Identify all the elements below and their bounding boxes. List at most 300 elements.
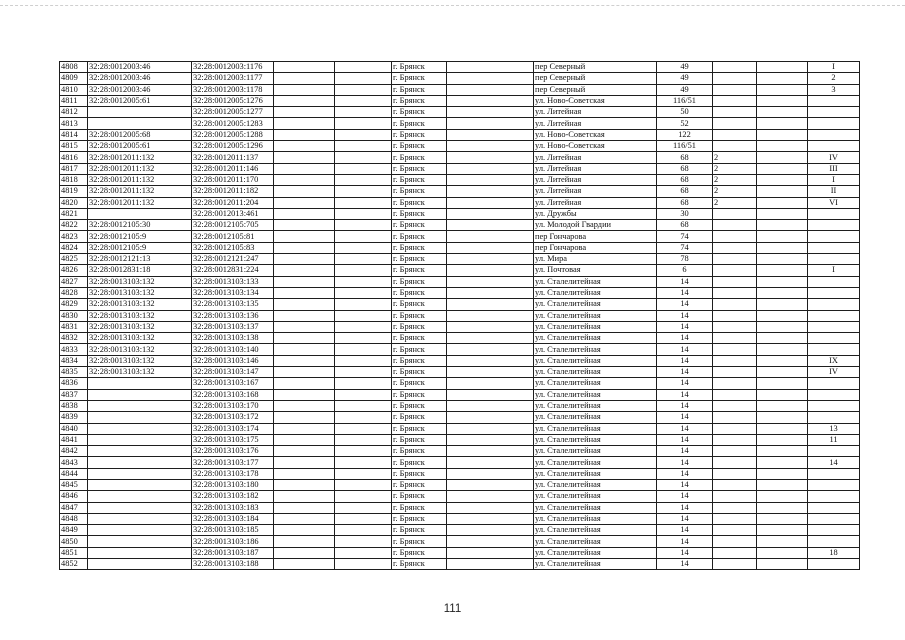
- parent-cadastral-number-cell: [88, 389, 192, 400]
- blank-b-cell: [335, 84, 392, 95]
- blank-b-cell: [335, 174, 392, 185]
- table-row: [60, 299, 860, 310]
- top-divider: [0, 5, 905, 6]
- building-cell: [713, 355, 757, 366]
- parent-cadastral-number-cell: 32:28:0012011:132: [88, 197, 192, 208]
- city-cell: г. Брянск: [392, 321, 447, 332]
- blank-c-cell: [447, 152, 534, 163]
- blank-a-cell: [274, 423, 335, 434]
- blank-a-cell: [274, 242, 335, 253]
- building-cell: [713, 62, 757, 73]
- building-cell: [713, 299, 757, 310]
- street-cell: ул. Сталелитейная: [534, 559, 657, 570]
- parent-cadastral-number-cell: [88, 434, 192, 445]
- row-number-cell: 4811: [60, 95, 88, 106]
- city-cell: г. Брянск: [392, 95, 447, 106]
- house-number-cell: 14: [657, 287, 713, 298]
- parent-cadastral-number-cell: [88, 412, 192, 423]
- apartment-cell: [808, 389, 860, 400]
- city-cell: г. Брянск: [392, 513, 447, 524]
- cadastral-number-cell: 32:28:0013103:178: [192, 468, 274, 479]
- blank-d-cell: [757, 197, 808, 208]
- blank-b-cell: [335, 254, 392, 265]
- blank-c-cell: [447, 265, 534, 276]
- apartment-cell: [808, 287, 860, 298]
- house-number-cell: 14: [657, 355, 713, 366]
- city-cell: г. Брянск: [392, 333, 447, 344]
- table-row: [60, 174, 860, 185]
- blank-d-cell: [757, 344, 808, 355]
- cadastral-number-cell: 32:28:0012105:705: [192, 220, 274, 231]
- table-row: [60, 163, 860, 174]
- building-cell: [713, 107, 757, 118]
- house-number-cell: 14: [657, 468, 713, 479]
- street-cell: ул. Ново-Советская: [534, 141, 657, 152]
- street-cell: пер Северный: [534, 84, 657, 95]
- parent-cadastral-number-cell: [88, 468, 192, 479]
- table-row: [60, 491, 860, 502]
- building-cell: [713, 129, 757, 140]
- blank-b-cell: [335, 186, 392, 197]
- city-cell: г. Брянск: [392, 265, 447, 276]
- blank-d-cell: [757, 423, 808, 434]
- blank-c-cell: [447, 254, 534, 265]
- city-cell: г. Брянск: [392, 468, 447, 479]
- city-cell: г. Брянск: [392, 254, 447, 265]
- building-cell: [713, 276, 757, 287]
- blank-a-cell: [274, 118, 335, 129]
- blank-a-cell: [274, 231, 335, 242]
- apartment-cell: I: [808, 62, 860, 73]
- row-number-cell: 4825: [60, 254, 88, 265]
- blank-a-cell: [274, 378, 335, 389]
- apartment-cell: I: [808, 265, 860, 276]
- parent-cadastral-number-cell: 32:28:0013103:132: [88, 367, 192, 378]
- table-row: [60, 287, 860, 298]
- blank-a-cell: [274, 536, 335, 547]
- table-row: [60, 152, 860, 163]
- blank-d-cell: [757, 174, 808, 185]
- house-number-cell: 68: [657, 174, 713, 185]
- blank-b-cell: [335, 457, 392, 468]
- house-number-cell: 14: [657, 513, 713, 524]
- apartment-cell: [808, 400, 860, 411]
- house-number-cell: 14: [657, 321, 713, 332]
- house-number-cell: 52: [657, 118, 713, 129]
- street-cell: пер Северный: [534, 62, 657, 73]
- blank-b-cell: [335, 479, 392, 490]
- house-number-cell: 78: [657, 254, 713, 265]
- blank-b-cell: [335, 276, 392, 287]
- blank-a-cell: [274, 412, 335, 423]
- table-row: [60, 502, 860, 513]
- building-cell: [713, 321, 757, 332]
- table-row: [60, 95, 860, 106]
- blank-d-cell: [757, 400, 808, 411]
- apartment-cell: 2: [808, 73, 860, 84]
- cadastral-number-cell: 32:28:0013103:135: [192, 299, 274, 310]
- parent-cadastral-number-cell: 32:28:0012011:132: [88, 152, 192, 163]
- parent-cadastral-number-cell: [88, 479, 192, 490]
- blank-d-cell: [757, 547, 808, 558]
- cadastral-number-cell: 32:28:0013103:140: [192, 344, 274, 355]
- blank-d-cell: [757, 333, 808, 344]
- row-number-cell: 4832: [60, 333, 88, 344]
- building-cell: [713, 502, 757, 513]
- house-number-cell: 49: [657, 73, 713, 84]
- table-row: [60, 536, 860, 547]
- building-cell: [713, 287, 757, 298]
- blank-c-cell: [447, 502, 534, 513]
- building-cell: [713, 479, 757, 490]
- building-cell: [713, 254, 757, 265]
- apartment-cell: [808, 559, 860, 570]
- cadastral-number-cell: 32:28:0012003:1178: [192, 84, 274, 95]
- blank-c-cell: [447, 118, 534, 129]
- city-cell: г. Брянск: [392, 559, 447, 570]
- city-cell: г. Брянск: [392, 400, 447, 411]
- parent-cadastral-number-cell: [88, 446, 192, 457]
- cadastral-number-cell: 32:28:0013103:168: [192, 389, 274, 400]
- cadastral-number-cell: 32:28:0013103:146: [192, 355, 274, 366]
- cadastral-number-cell: 32:28:0012005:1277: [192, 107, 274, 118]
- street-cell: ул. Сталелитейная: [534, 287, 657, 298]
- parent-cadastral-number-cell: 32:28:0012105:9: [88, 231, 192, 242]
- street-cell: ул. Сталелитейная: [534, 468, 657, 479]
- house-number-cell: 14: [657, 491, 713, 502]
- table-row: [60, 242, 860, 253]
- row-number-cell: 4810: [60, 84, 88, 95]
- house-number-cell: 14: [657, 367, 713, 378]
- parent-cadastral-number-cell: [88, 547, 192, 558]
- building-cell: [713, 208, 757, 219]
- blank-c-cell: [447, 457, 534, 468]
- city-cell: г. Брянск: [392, 502, 447, 513]
- parent-cadastral-number-cell: 32:28:0012005:61: [88, 95, 192, 106]
- cadastral-number-cell: 32:28:0013103:174: [192, 423, 274, 434]
- row-number-cell: 4818: [60, 174, 88, 185]
- blank-a-cell: [274, 287, 335, 298]
- blank-c-cell: [447, 389, 534, 400]
- blank-c-cell: [447, 536, 534, 547]
- blank-b-cell: [335, 107, 392, 118]
- row-number-cell: 4835: [60, 367, 88, 378]
- cadastral-number-cell: 32:28:0013103:172: [192, 412, 274, 423]
- cadastral-number-cell: 32:28:0013103:133: [192, 276, 274, 287]
- parent-cadastral-number-cell: [88, 107, 192, 118]
- table-row: [60, 84, 860, 95]
- blank-a-cell: [274, 95, 335, 106]
- parent-cadastral-number-cell: 32:28:0013103:132: [88, 321, 192, 332]
- street-cell: ул. Ново-Советская: [534, 95, 657, 106]
- blank-b-cell: [335, 242, 392, 253]
- building-cell: 2: [713, 163, 757, 174]
- building-cell: [713, 84, 757, 95]
- blank-a-cell: [274, 367, 335, 378]
- house-number-cell: 14: [657, 276, 713, 287]
- city-cell: г. Брянск: [392, 231, 447, 242]
- blank-b-cell: [335, 502, 392, 513]
- building-cell: [713, 367, 757, 378]
- blank-a-cell: [274, 107, 335, 118]
- table-row: [60, 457, 860, 468]
- blank-b-cell: [335, 513, 392, 524]
- apartment-cell: [808, 107, 860, 118]
- city-cell: г. Брянск: [392, 446, 447, 457]
- row-number-cell: 4821: [60, 208, 88, 219]
- apartment-cell: [808, 525, 860, 536]
- parent-cadastral-number-cell: [88, 525, 192, 536]
- parent-cadastral-number-cell: [88, 536, 192, 547]
- apartment-cell: [808, 299, 860, 310]
- building-cell: [713, 513, 757, 524]
- row-number-cell: 4826: [60, 265, 88, 276]
- building-cell: [713, 95, 757, 106]
- building-cell: [713, 536, 757, 547]
- city-cell: г. Брянск: [392, 276, 447, 287]
- blank-b-cell: [335, 400, 392, 411]
- parent-cadastral-number-cell: 32:28:0012831:18: [88, 265, 192, 276]
- cadastral-number-cell: 32:28:0012005:1288: [192, 129, 274, 140]
- cadastral-number-cell: 32:28:0013103:186: [192, 536, 274, 547]
- building-cell: [713, 118, 757, 129]
- blank-a-cell: [274, 333, 335, 344]
- blank-b-cell: [335, 536, 392, 547]
- row-number-cell: 4842: [60, 446, 88, 457]
- parent-cadastral-number-cell: [88, 513, 192, 524]
- city-cell: г. Брянск: [392, 378, 447, 389]
- blank-a-cell: [274, 468, 335, 479]
- blank-b-cell: [335, 118, 392, 129]
- row-number-cell: 4849: [60, 525, 88, 536]
- blank-c-cell: [447, 333, 534, 344]
- parent-cadastral-number-cell: 32:28:0012005:61: [88, 141, 192, 152]
- building-cell: [713, 73, 757, 84]
- blank-b-cell: [335, 208, 392, 219]
- blank-c-cell: [447, 197, 534, 208]
- apartment-cell: [808, 118, 860, 129]
- apartment-cell: [808, 333, 860, 344]
- blank-c-cell: [447, 107, 534, 118]
- row-number-cell: 4830: [60, 310, 88, 321]
- street-cell: ул. Сталелитейная: [534, 355, 657, 366]
- street-cell: ул. Сталелитейная: [534, 412, 657, 423]
- street-cell: ул. Сталелитейная: [534, 344, 657, 355]
- table-row: [60, 220, 860, 231]
- blank-d-cell: [757, 84, 808, 95]
- building-cell: [713, 434, 757, 445]
- blank-d-cell: [757, 367, 808, 378]
- building-cell: [713, 457, 757, 468]
- street-cell: ул. Сталелитейная: [534, 400, 657, 411]
- apartment-cell: [808, 254, 860, 265]
- street-cell: ул. Ново-Советская: [534, 129, 657, 140]
- parent-cadastral-number-cell: 32:28:0013103:132: [88, 310, 192, 321]
- apartment-cell: [808, 536, 860, 547]
- cadastral-number-cell: 32:28:0012005:1283: [192, 118, 274, 129]
- row-number-cell: 4836: [60, 378, 88, 389]
- blank-c-cell: [447, 367, 534, 378]
- row-number-cell: 4814: [60, 129, 88, 140]
- blank-d-cell: [757, 468, 808, 479]
- cadastral-number-cell: 32:28:0012121:247: [192, 254, 274, 265]
- blank-c-cell: [447, 129, 534, 140]
- parent-cadastral-number-cell: 32:28:0013103:132: [88, 355, 192, 366]
- blank-b-cell: [335, 491, 392, 502]
- table-row: [60, 208, 860, 219]
- city-cell: г. Брянск: [392, 389, 447, 400]
- parent-cadastral-number-cell: 32:28:0012011:132: [88, 163, 192, 174]
- row-number-cell: 4846: [60, 491, 88, 502]
- parent-cadastral-number-cell: [88, 400, 192, 411]
- blank-a-cell: [274, 344, 335, 355]
- blank-a-cell: [274, 265, 335, 276]
- house-number-cell: 14: [657, 457, 713, 468]
- apartment-cell: 3: [808, 84, 860, 95]
- blank-c-cell: [447, 513, 534, 524]
- row-number-cell: 4850: [60, 536, 88, 547]
- blank-a-cell: [274, 186, 335, 197]
- blank-b-cell: [335, 220, 392, 231]
- row-number-cell: 4844: [60, 468, 88, 479]
- apartment-cell: [808, 468, 860, 479]
- city-cell: г. Брянск: [392, 310, 447, 321]
- blank-d-cell: [757, 62, 808, 73]
- cadastral-number-cell: 32:28:0013103:188: [192, 559, 274, 570]
- street-cell: ул. Сталелитейная: [534, 310, 657, 321]
- street-cell: ул. Литейная: [534, 163, 657, 174]
- table-row: [60, 378, 860, 389]
- parent-cadastral-number-cell: [88, 378, 192, 389]
- blank-d-cell: [757, 513, 808, 524]
- blank-b-cell: [335, 152, 392, 163]
- city-cell: г. Брянск: [392, 84, 447, 95]
- blank-a-cell: [274, 457, 335, 468]
- table-row: [60, 412, 860, 423]
- row-number-cell: 4829: [60, 299, 88, 310]
- street-cell: ул. Сталелитейная: [534, 378, 657, 389]
- city-cell: г. Брянск: [392, 174, 447, 185]
- blank-d-cell: [757, 231, 808, 242]
- street-cell: ул. Сталелитейная: [534, 547, 657, 558]
- table-row: [60, 367, 860, 378]
- street-cell: ул. Сталелитейная: [534, 276, 657, 287]
- blank-d-cell: [757, 186, 808, 197]
- apartment-cell: [808, 310, 860, 321]
- cadastral-number-cell: 32:28:0012011:146: [192, 163, 274, 174]
- table-row: [60, 389, 860, 400]
- city-cell: г. Брянск: [392, 107, 447, 118]
- apartment-cell: IV: [808, 367, 860, 378]
- house-number-cell: 14: [657, 479, 713, 490]
- building-cell: [713, 389, 757, 400]
- blank-b-cell: [335, 299, 392, 310]
- building-cell: [713, 400, 757, 411]
- table-row: [60, 231, 860, 242]
- city-cell: г. Брянск: [392, 355, 447, 366]
- building-cell: [713, 231, 757, 242]
- apartment-cell: 14: [808, 457, 860, 468]
- blank-c-cell: [447, 163, 534, 174]
- row-number-cell: 4837: [60, 389, 88, 400]
- cadastral-number-cell: 32:28:0012005:1276: [192, 95, 274, 106]
- cadastral-number-cell: 32:28:0012105:81: [192, 231, 274, 242]
- table-row: [60, 333, 860, 344]
- table-row: [60, 400, 860, 411]
- blank-a-cell: [274, 513, 335, 524]
- blank-b-cell: [335, 163, 392, 174]
- blank-a-cell: [274, 321, 335, 332]
- city-cell: г. Брянск: [392, 491, 447, 502]
- building-cell: [713, 310, 757, 321]
- building-cell: [713, 220, 757, 231]
- blank-c-cell: [447, 208, 534, 219]
- apartment-cell: [808, 242, 860, 253]
- blank-c-cell: [447, 378, 534, 389]
- house-number-cell: 14: [657, 333, 713, 344]
- table-row: [60, 559, 860, 570]
- apartment-cell: 11: [808, 434, 860, 445]
- street-cell: ул. Сталелитейная: [534, 536, 657, 547]
- blank-c-cell: [447, 84, 534, 95]
- blank-a-cell: [274, 502, 335, 513]
- house-number-cell: 14: [657, 547, 713, 558]
- cadastral-number-cell: 32:28:0012831:224: [192, 265, 274, 276]
- row-number-cell: 4839: [60, 412, 88, 423]
- apartment-cell: 18: [808, 547, 860, 558]
- blank-a-cell: [274, 141, 335, 152]
- blank-a-cell: [274, 254, 335, 265]
- row-number-cell: 4838: [60, 400, 88, 411]
- house-number-cell: 49: [657, 84, 713, 95]
- city-cell: г. Брянск: [392, 434, 447, 445]
- blank-c-cell: [447, 479, 534, 490]
- cadastral-number-cell: 32:28:0012003:1177: [192, 73, 274, 84]
- city-cell: г. Брянск: [392, 536, 447, 547]
- city-cell: г. Брянск: [392, 197, 447, 208]
- blank-a-cell: [274, 174, 335, 185]
- street-cell: ул. Сталелитейная: [534, 446, 657, 457]
- city-cell: г. Брянск: [392, 287, 447, 298]
- blank-c-cell: [447, 287, 534, 298]
- blank-d-cell: [757, 310, 808, 321]
- row-number-cell: 4828: [60, 287, 88, 298]
- street-cell: ул. Сталелитейная: [534, 299, 657, 310]
- table-row: [60, 265, 860, 276]
- street-cell: ул. Сталелитейная: [534, 367, 657, 378]
- blank-d-cell: [757, 95, 808, 106]
- row-number-cell: 4823: [60, 231, 88, 242]
- city-cell: г. Брянск: [392, 412, 447, 423]
- table-row: [60, 107, 860, 118]
- city-cell: г. Брянск: [392, 208, 447, 219]
- cadastral-number-cell: 32:28:0013103:177: [192, 457, 274, 468]
- row-number-cell: 4822: [60, 220, 88, 231]
- blank-c-cell: [447, 73, 534, 84]
- house-number-cell: 14: [657, 502, 713, 513]
- street-cell: ул. Почтовая: [534, 265, 657, 276]
- parent-cadastral-number-cell: 32:28:0013103:132: [88, 287, 192, 298]
- house-number-cell: 14: [657, 525, 713, 536]
- row-number-cell: 4834: [60, 355, 88, 366]
- blank-b-cell: [335, 265, 392, 276]
- blank-b-cell: [335, 333, 392, 344]
- parent-cadastral-number-cell: 32:28:0012005:68: [88, 129, 192, 140]
- parent-cadastral-number-cell: [88, 491, 192, 502]
- blank-d-cell: [757, 73, 808, 84]
- house-number-cell: 14: [657, 423, 713, 434]
- city-cell: г. Брянск: [392, 186, 447, 197]
